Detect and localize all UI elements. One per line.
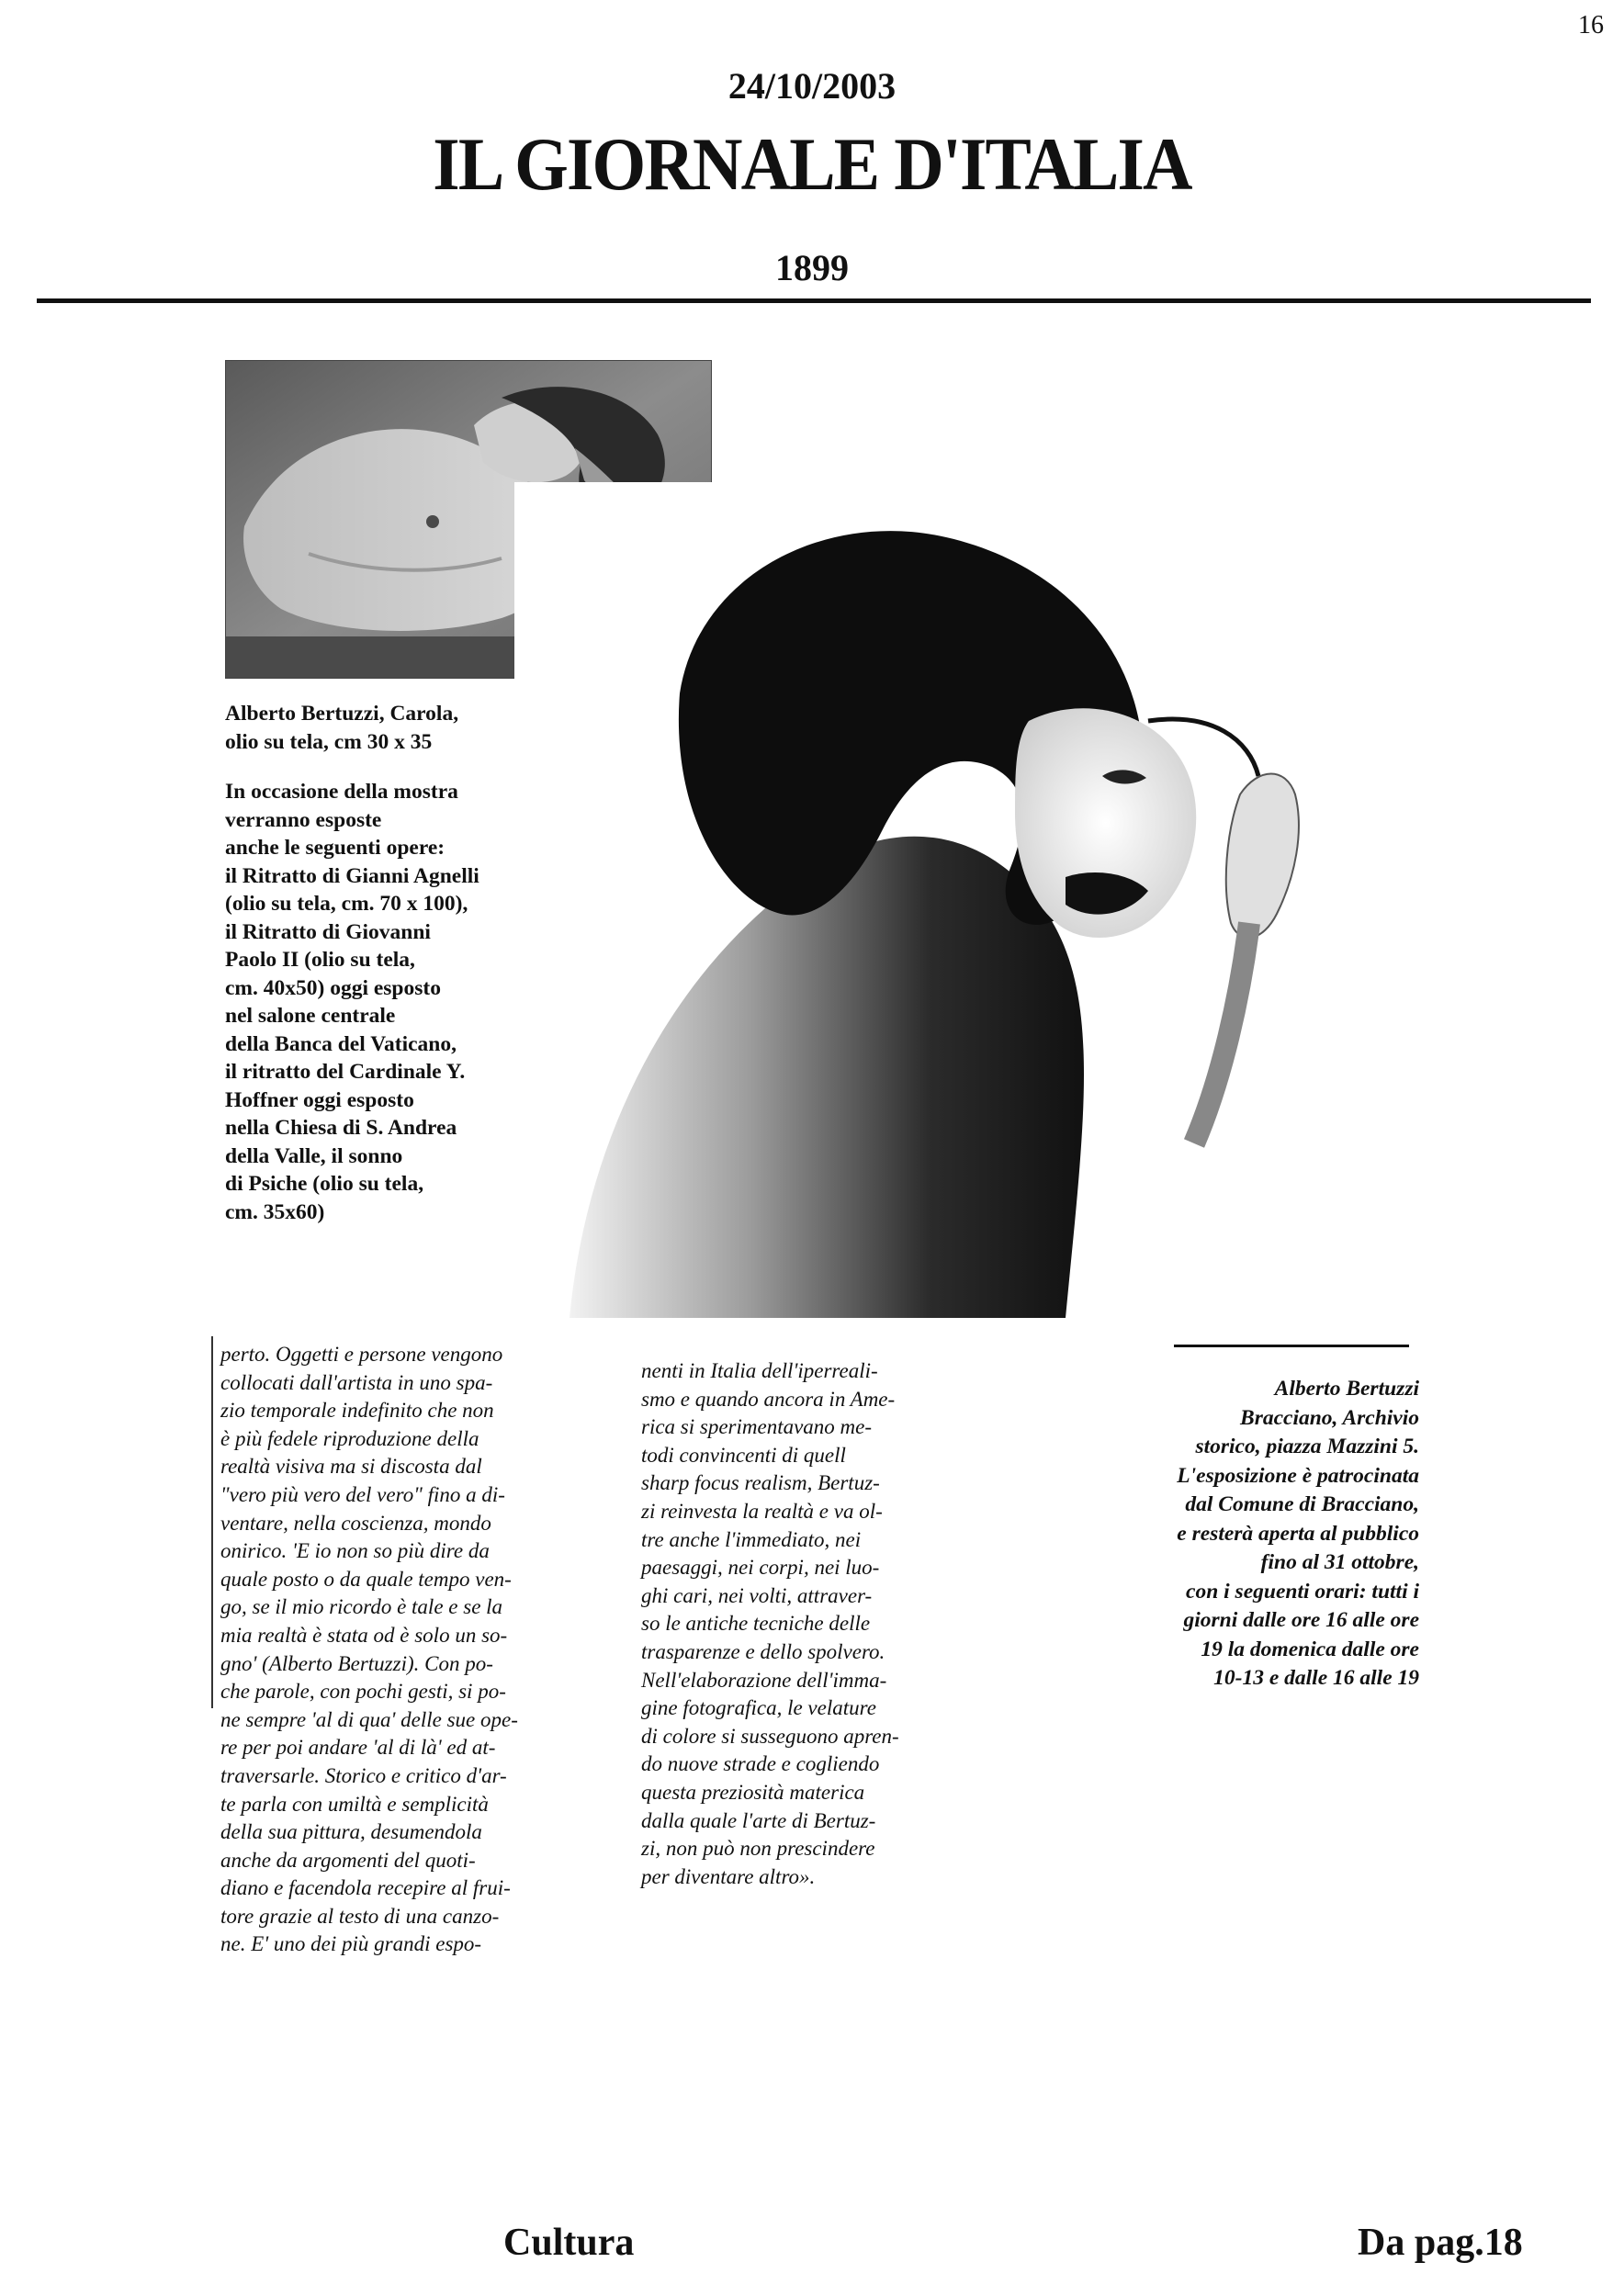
section-label: Cultura — [503, 2222, 635, 2264]
portrait-photo — [514, 482, 1462, 1318]
photo-portrait-icon — [514, 482, 1462, 1318]
exhibition-info: Alberto Bertuzzi Bracciano, Archivio storico, piazza Mazzini 5. L'esposizione è patrocinata dal Comune di Bracciano, e resterà aperta al pubblico fino al 31 ottobre, con i seguenti orari: tutti i giorni dalle ore 16 alle ore 19 la domenica dalle ore 10-13 e dalle 16 alle 19 — [1177, 1377, 1419, 1690]
page-number: 16 — [1578, 11, 1604, 39]
exhibit-caption: In occasione della mostra verranno esposte anche le seguenti opere: il Ritratto di Gianni Agnelli (olio su tela, cm. 70 x 100), il Ritratto di Giovanni Paolo II (olio su tela, cm. 40x50) oggi esposto nel salone centrale della Banca del Vaticano, il ritratto del Cardinale Y. Hoffner oggi esposto nella Chiesa di S. Andrea della Valle, il sonno di Psiche (olio su tela, cm. 35x60) — [225, 780, 479, 1224]
founding-year: 1899 — [775, 247, 849, 288]
article-column-1: perto. Oggetti e persone vengono collocati dall'artista in uno spa- zio temporale indefinito che non è più fedele riproduzione della realtà visiva ma si discosta dal "vero più vero del vero" fino a di- ventare, nella coscienza, mondo onirico. 'E io non so più dire da quale posto o da quale tempo ven- go, se il mio ricordo è tale e se la mia realtà è stata od è solo un so- gno' (Alberto Bertuzzi). Con po- che parole, con pochi gesti, si po- ne sempre 'al di qua' delle sue ope- re per poi andare 'al di là' ed at- traversarle. Storico e critico d'ar- te parla con umiltà e semplicità della sua pittura, desumendola anche da argomenti del quoti- diano e facendola recepire al frui- tore grazie al testo di una canzo- ne. E' uno dei più grandi espo- — [220, 1343, 518, 1956]
publication-date: 24/10/2003 — [727, 65, 897, 107]
photo-caption: Alberto Bertuzzi, Carola, olio su tela, cm 30 x 35 — [225, 702, 459, 754]
header-divider — [37, 298, 1591, 303]
article-column-2: nenti in Italia dell'iperreali- smo e quando ancora in Ame- rica si sperimentavano me- todi convincenti di quell sharp focus realism, Bertuz- zi reinvesta la realtà e va ol- tre anche l'immediato, nei paesaggi, nei corpi, nei luo- ghi cari, nei volti, attraver- so le antiche tecniche delle trasparenze e dello spolvero. Nell'elaborazione dell'imma- gine fotografica, le velature di colore si susseguono apren- do nuove strade e cogliendo questa preziosità materica dalla quale l'arte di Bertuz- zi, non può non prescindere per diventare altro». — [641, 1359, 899, 1888]
column-rule — [211, 1336, 213, 1708]
info-box-rule — [1174, 1345, 1409, 1347]
newspaper-masthead: IL GIORNALE D'ITALIA — [433, 122, 1191, 206]
page-reference: Da pag.18 — [1358, 2222, 1523, 2264]
